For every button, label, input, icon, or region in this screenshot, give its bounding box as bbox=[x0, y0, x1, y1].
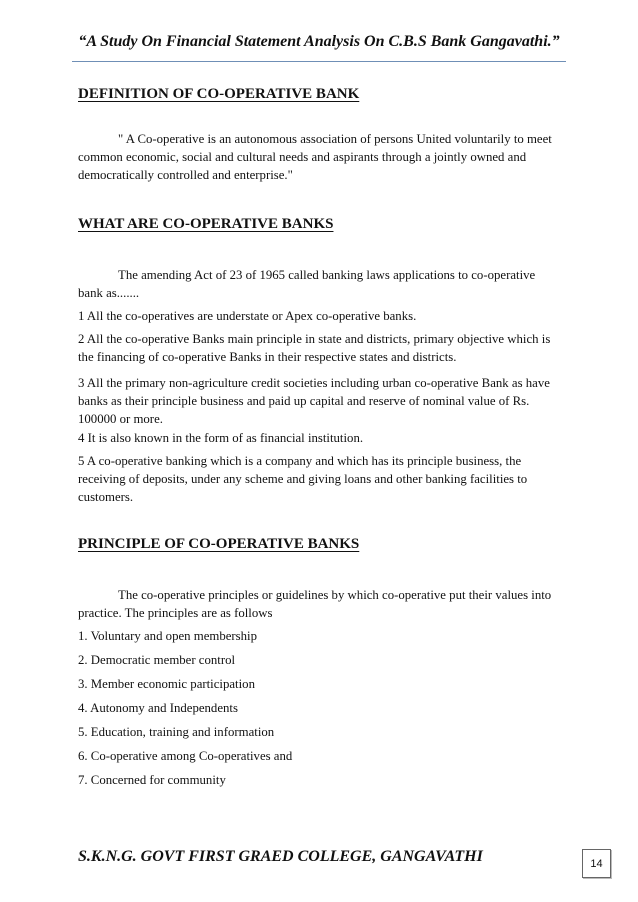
page-footer: S.K.N.G. GOVT FIRST GRAED COLLEGE, GANGAVATHI bbox=[78, 848, 483, 865]
page-number: 14 bbox=[582, 849, 611, 878]
list-item-5: 5 A co-operative banking which is a company and which has its principle business, the receiving of deposits, under any scheme and giving loans and other banking facilities to customers. bbox=[78, 454, 528, 504]
list-item-2: 2 All the co-operative Banks main principle in state and districts, primary objective which is the financing of co-operative Banks in their respective states and districts. bbox=[78, 332, 551, 364]
heading-definition: DEFINITION OF CO-OPERATIVE BANK bbox=[78, 86, 360, 102]
heading-principle: PRINCIPLE OF CO-OPERATIVE BANKS bbox=[78, 536, 360, 552]
principle-item-7: 7. Concerned for community bbox=[78, 773, 226, 787]
list-item-1: 1 All the co-operatives are understate or Apex co-operative banks. bbox=[78, 309, 417, 323]
paragraph-amending-act: The amending Act of 23 of 1965 called banking laws applications to co-operative bank as....... bbox=[78, 268, 536, 300]
principle-item-5: 5. Education, training and information bbox=[78, 725, 275, 739]
principle-item-6: 6. Co-operative among Co-operatives and bbox=[78, 749, 293, 763]
header-divider bbox=[72, 61, 566, 62]
heading-what-are: WHAT ARE CO-OPERATIVE BANKS bbox=[78, 216, 334, 232]
principle-item-2: 2. Democratic member control bbox=[78, 653, 236, 667]
principle-item-4: 4. Autonomy and Independents bbox=[78, 701, 238, 715]
definition-paragraph: " A Co-operative is an autonomous association of persons United voluntarily to meet common economic, social and cultural needs and aspirants through a jointly owned and democratically controlled and enterprise." bbox=[78, 132, 552, 182]
principle-item-1: 1. Voluntary and open membership bbox=[78, 629, 258, 643]
principle-item-3: 3. Member economic participation bbox=[78, 677, 255, 691]
paragraph-principles-intro: The co-operative principles or guidelines by which co-operative put their values into practice. The principles are as follows bbox=[78, 588, 552, 620]
list-item-3: 3 All the primary non-agriculture credit societies including urban co-operative Bank as have banks as their principle business and paid up capital and reserve of nominal value of Rs. 100000 or more. bbox=[78, 376, 550, 426]
list-item-4: 4 It is also known in the form of as financial institution. bbox=[78, 431, 364, 445]
page-header: “A Study On Financial Statement Analysis On C.B.S Bank Gangavathi.” bbox=[78, 33, 560, 50]
